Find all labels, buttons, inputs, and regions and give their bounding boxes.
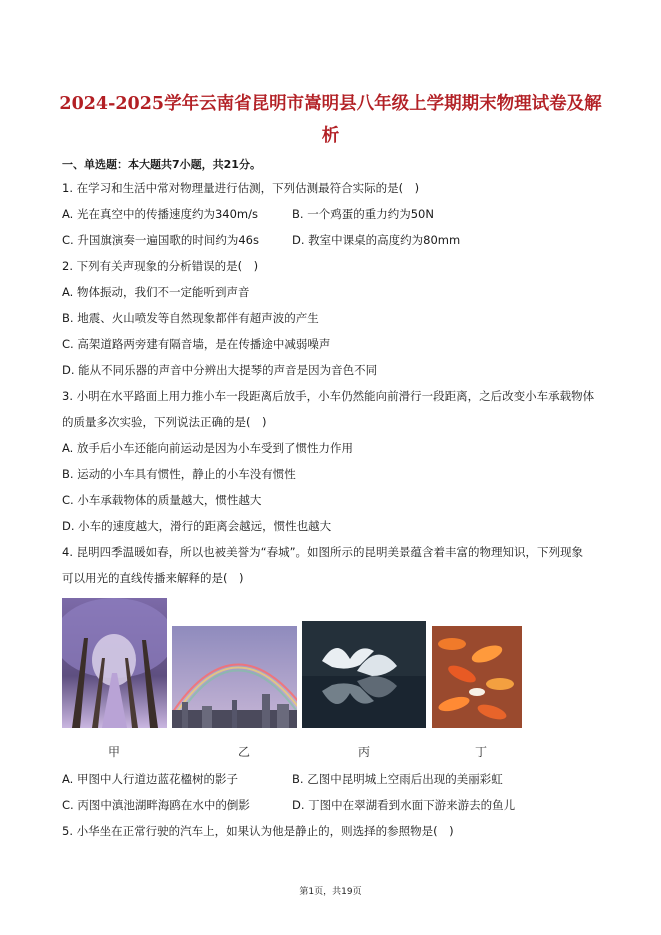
photo-rainbow	[172, 626, 297, 728]
q3-option-d: D. 小车的速度越大，滑行的距离会越远，惯性也越大	[62, 519, 332, 533]
q4-option-a: A. 甲图中人行道边蓝花楹树的影子	[62, 772, 238, 786]
q1-stem: 1. 在学习和生活中常对物理量进行估测，下列估测最符合实际的是( )	[62, 181, 420, 195]
page-footer: 第1页，共19页	[299, 887, 362, 897]
q1-option-c: C. 升国旗演奏一遍国歌的时间约为46s	[62, 233, 259, 247]
document-title	[40, 88, 621, 152]
q2-option-d: D. 能从不同乐器的声音中分辨出大提琴的声音是因为音色不同	[62, 363, 378, 377]
q4-option-c: C. 丙图中滇池湖畔海鸥在水中的倒影	[62, 798, 250, 812]
q4-option-d: D. 丁图中在翠湖看到水面下游来游去的鱼儿	[292, 798, 516, 812]
q2-option-c: C. 高架道路两旁建有隔音墙，是在传播途中减弱噪声	[62, 337, 331, 351]
q3-option-a: A. 放手后小车还能向前运动是因为小车受到了惯性力作用	[62, 441, 353, 455]
q4-stem-line-1: 4. 昆明四季温暖如春，所以也被美誉为“春城”。如图所示的昆明美景蕴含着丰富的物理知识，下列现象	[62, 545, 584, 559]
q2-stem: 2. 下列有关声现象的分析错误的是( )	[62, 259, 259, 273]
q3-option-c: C. 小车承载物体的质量越大，惯性越大	[62, 493, 262, 507]
q3-option-b: B. 运动的小车具有惯性，静止的小车没有惯性	[62, 467, 296, 481]
photo-koi-fish	[432, 626, 522, 728]
photo-jacaranda-trees	[62, 598, 167, 728]
q2-option-a: A. 物体振动，我们不一定能听到声音	[62, 285, 250, 299]
q4-stem-line-2: 可以用光的直线传播来解释的是( )	[62, 571, 244, 585]
photo-seagulls	[302, 621, 426, 728]
q2-option-b: B. 地震、火山喷发等自然现象都伴有超声波的产生	[62, 311, 319, 325]
section-heading: 一、单选题：本大题共7小题，共21分。	[62, 158, 261, 171]
caption-bing: 丙	[358, 745, 371, 759]
q3-stem-line-2: 的质量多次实验，下列说法正确的是( )	[62, 415, 267, 429]
title-line-2: 析	[321, 126, 340, 146]
caption-ding: 丁	[475, 745, 488, 759]
caption-yi: 乙	[238, 745, 251, 759]
q3-stem-line-1: 3. 小明在水平路面上用力推小车一段距离后放手，小车仍然能向前滑行一段距离，之后改变小车承载物体	[62, 389, 595, 403]
q1-option-b: B. 一个鸡蛋的重力约为50N	[292, 207, 434, 221]
caption-jia: 甲	[108, 745, 121, 759]
q5-stem: 5. 小华坐在正常行驶的汽车上，如果认为他是静止的，则选择的参照物是( )	[62, 824, 454, 838]
q1-option-d: D. 教室中课桌的高度约为80mm	[292, 233, 461, 247]
q4-option-b: B. 乙图中昆明城上空雨后出现的美丽彩虹	[292, 772, 503, 786]
title-line-1: 2024-2025学年云南省昆明市嵩明县八年级上学期期末物理试卷及解	[59, 94, 602, 114]
q1-option-a: A. 光在真空中的传播速度约为340m/s	[62, 207, 258, 221]
